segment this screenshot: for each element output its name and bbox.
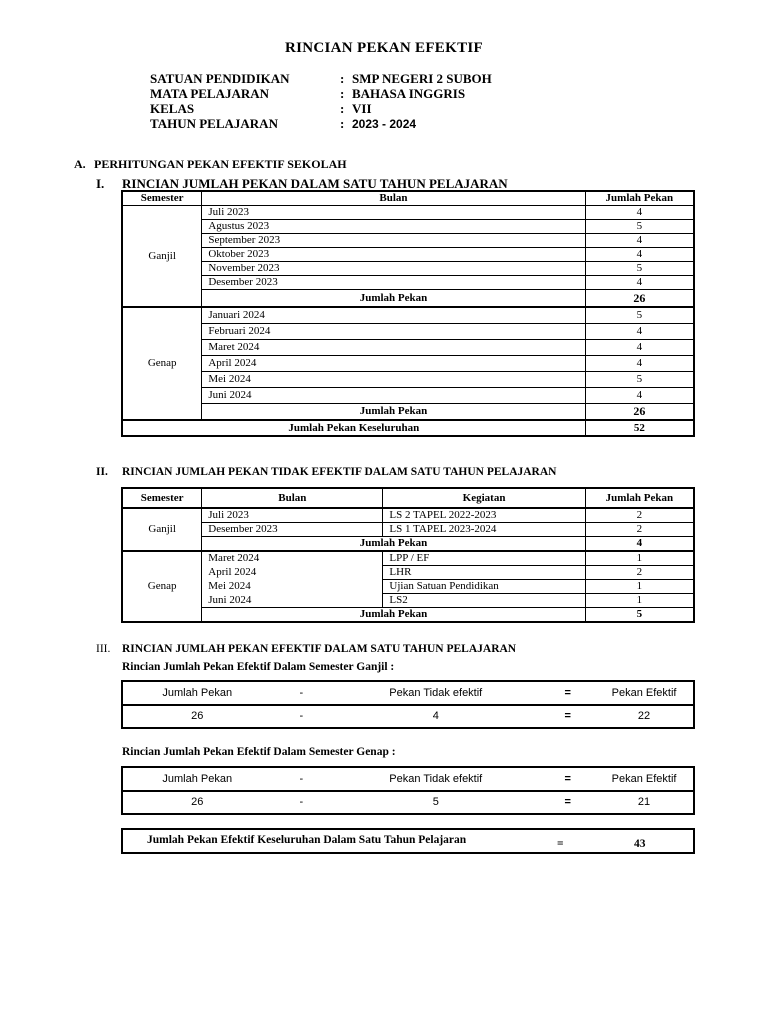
semester-cell: Genap	[122, 551, 202, 622]
activity-cell: LS2	[383, 594, 585, 608]
calc-operator: =	[540, 791, 595, 814]
month-cell: Maret 2024	[202, 551, 383, 566]
info-label: KELAS	[150, 101, 195, 116]
table-row	[122, 356, 694, 372]
semester-cell: Ganjil	[122, 508, 202, 551]
calc-header: Jumlah Pekan	[162, 686, 233, 699]
column-header: Jumlah Pekan	[585, 191, 694, 206]
calc-operator: =	[564, 772, 571, 785]
section-number: A.	[74, 157, 86, 171]
calc-operator: -	[299, 686, 304, 699]
table-row	[122, 340, 694, 356]
section-text: RINCIAN JUMLAH PEKAN EFEKTIF DALAM SATU TAHUN PELAJARAN	[122, 643, 517, 655]
table-row	[122, 372, 694, 388]
grand-total-value: 52	[585, 420, 694, 436]
subtotal-value: 26	[585, 290, 694, 308]
section-text: RINCIAN JUMLAH PEKAN DALAM SATU TAHUN PELAJARAN	[122, 176, 508, 191]
weeks-cell: 4	[585, 248, 694, 262]
page-title: RINCIAN PEKAN EFEKTIF	[285, 40, 483, 56]
calc-header: Jumlah Pekan	[162, 772, 233, 785]
table-row	[122, 388, 694, 404]
column-header: Bulan	[202, 191, 585, 206]
subtotal-value: 4	[585, 537, 694, 552]
calc-header: Pekan Efektif	[611, 686, 677, 699]
table-row	[122, 594, 694, 608]
info-colon: :	[340, 101, 345, 116]
calc-operator: -	[272, 705, 332, 728]
column-header: Jumlah Pekan	[585, 488, 694, 508]
weeks-cell: 4	[585, 340, 694, 356]
table-header-row	[122, 488, 694, 508]
activity-cell: LPP / EF	[383, 551, 585, 566]
weeks-cell: 1	[585, 580, 694, 594]
weeks-cell: 1	[585, 551, 694, 566]
column-header: Kegiatan	[383, 488, 585, 508]
info-colon: :	[340, 86, 345, 101]
effective-total-box	[121, 828, 695, 854]
table-row	[122, 523, 694, 537]
section-text: PERHITUNGAN PEKAN EFEKTIF SEKOLAH	[94, 157, 347, 171]
calc-value-row	[122, 705, 694, 728]
subtotal-row	[122, 404, 694, 421]
subtotal-row	[122, 608, 694, 623]
table-row	[122, 580, 694, 594]
weeks-cell: 5	[585, 262, 694, 276]
subtotal-value: 5	[585, 608, 694, 623]
calc-header-row	[122, 767, 694, 791]
month-cell: Oktober 2023	[202, 248, 585, 262]
month-cell: Juni 2024	[202, 594, 383, 608]
info-value: VII	[352, 101, 372, 116]
ganjil-calc-table	[121, 680, 695, 729]
month-cell: Maret 2024	[202, 340, 585, 356]
info-value: SMP NEGERI 2 SUBOH	[352, 71, 492, 86]
month-cell: November 2023	[202, 262, 585, 276]
weeks-cell: 4	[585, 234, 694, 248]
info-colon: :	[340, 71, 345, 86]
non-effective-weeks-table	[121, 487, 695, 623]
activity-cell: LS 2 TAPEL 2022-2023	[383, 508, 585, 523]
table-row	[122, 234, 694, 248]
genap-calc-table	[121, 766, 695, 815]
weeks-cell: 4	[585, 276, 694, 290]
semester-cell: Genap	[122, 307, 202, 420]
info-label: TAHUN PELAJARAN	[150, 116, 278, 131]
weeks-cell: 4	[585, 324, 694, 340]
weeks-cell: 2	[585, 566, 694, 580]
section-text: RINCIAN JUMLAH PEKAN TIDAK EFEKTIF DALAM SATU TAHUN PELAJARAN	[122, 466, 557, 478]
month-cell: Februari 2024	[202, 324, 585, 340]
month-cell: Januari 2024	[202, 307, 585, 324]
month-cell: Juli 2023	[202, 206, 585, 220]
month-cell: April 2024	[202, 356, 585, 372]
table-row	[122, 276, 694, 290]
table-row	[122, 248, 694, 262]
month-cell: April 2024	[202, 566, 383, 580]
info-label: SATUAN PENDIDIKAN	[150, 71, 290, 86]
calc-value: 26	[122, 791, 272, 814]
calc-header: Pekan Efektif	[611, 772, 677, 785]
section-number: II.	[96, 466, 108, 478]
calc-header: Pekan Tidak efektif	[389, 686, 483, 699]
calc-operator: =	[540, 705, 595, 728]
section-number: I.	[96, 176, 105, 191]
weeks-cell: 4	[585, 206, 694, 220]
month-cell: Mei 2024	[202, 372, 585, 388]
info-value: BAHASA INGGRIS	[352, 86, 466, 101]
month-cell: Agustus 2023	[202, 220, 585, 234]
weeks-cell: 2	[585, 523, 694, 537]
weeks-cell: 2	[585, 508, 694, 523]
ganjil-caption: Rincian Jumlah Pekan Efektif Dalam Semester Ganjil :	[122, 661, 395, 673]
grand-total-label: Jumlah Pekan Keseluruhan	[122, 420, 585, 436]
calc-value-row	[122, 791, 694, 814]
weeks-cell: 5	[585, 220, 694, 234]
table-row	[122, 307, 694, 324]
table-row	[122, 262, 694, 276]
effective-total-value: 43	[634, 838, 646, 850]
calc-value: 21	[595, 791, 694, 814]
table-row	[122, 206, 694, 220]
semester-cell: Ganjil	[122, 206, 202, 308]
weeks-cell: 4	[585, 356, 694, 372]
subtotal-label: Jumlah Pekan	[202, 608, 585, 623]
subtotal-value: 26	[585, 404, 694, 421]
column-header: Semester	[122, 488, 202, 508]
subtotal-row	[122, 290, 694, 308]
calc-header: Pekan Tidak efektif	[389, 772, 483, 785]
calc-operator: =	[564, 686, 571, 699]
table-header-row	[122, 191, 694, 206]
month-cell: Juni 2024	[202, 388, 585, 404]
table-row	[122, 220, 694, 234]
calc-value: 4	[331, 705, 540, 728]
weeks-cell: 5	[585, 307, 694, 324]
calc-header-row	[122, 681, 694, 705]
calc-operator: -	[272, 791, 332, 814]
calc-value: 26	[122, 705, 272, 728]
month-cell: Desember 2023	[202, 523, 383, 537]
table-row	[122, 566, 694, 580]
calc-value: 22	[595, 705, 694, 728]
subtotal-label: Jumlah Pekan	[202, 404, 585, 421]
calc-value: 5	[331, 791, 540, 814]
info-label: MATA PELAJARAN	[150, 86, 270, 101]
weeks-cell: 5	[585, 372, 694, 388]
info-colon: :	[340, 116, 345, 131]
subtotal-row	[122, 537, 694, 552]
grand-total-row	[122, 420, 694, 436]
info-value: 2023 - 2024	[352, 117, 417, 131]
subtotal-label: Jumlah Pekan	[202, 537, 585, 552]
table-row	[122, 324, 694, 340]
calc-operator: -	[299, 772, 304, 785]
table-row	[122, 508, 694, 523]
month-cell: Mei 2024	[202, 580, 383, 594]
genap-caption: Rincian Jumlah Pekan Efektif Dalam Semester Genap :	[122, 746, 396, 758]
section-number: III.	[96, 643, 111, 655]
month-cell: Desember 2023	[202, 276, 585, 290]
weeks-cell: 1	[585, 594, 694, 608]
month-cell: September 2023	[202, 234, 585, 248]
subtotal-label: Jumlah Pekan	[202, 290, 585, 308]
table-row	[122, 551, 694, 566]
month-cell: Juli 2023	[202, 508, 383, 523]
effective-total-label: Jumlah Pekan Efektif Keseluruhan Dalam Satu Tahun Pelajaran	[147, 834, 467, 846]
effective-total-operator: =	[557, 838, 564, 850]
activity-cell: LHR	[383, 566, 585, 580]
weeks-cell: 4	[585, 388, 694, 404]
column-header: Semester	[122, 191, 202, 206]
effective-weeks-table	[121, 190, 695, 437]
column-header: Bulan	[202, 488, 383, 508]
activity-cell: Ujian Satuan Pendidikan	[383, 580, 585, 594]
activity-cell: LS 1 TAPEL 2023-2024	[383, 523, 585, 537]
